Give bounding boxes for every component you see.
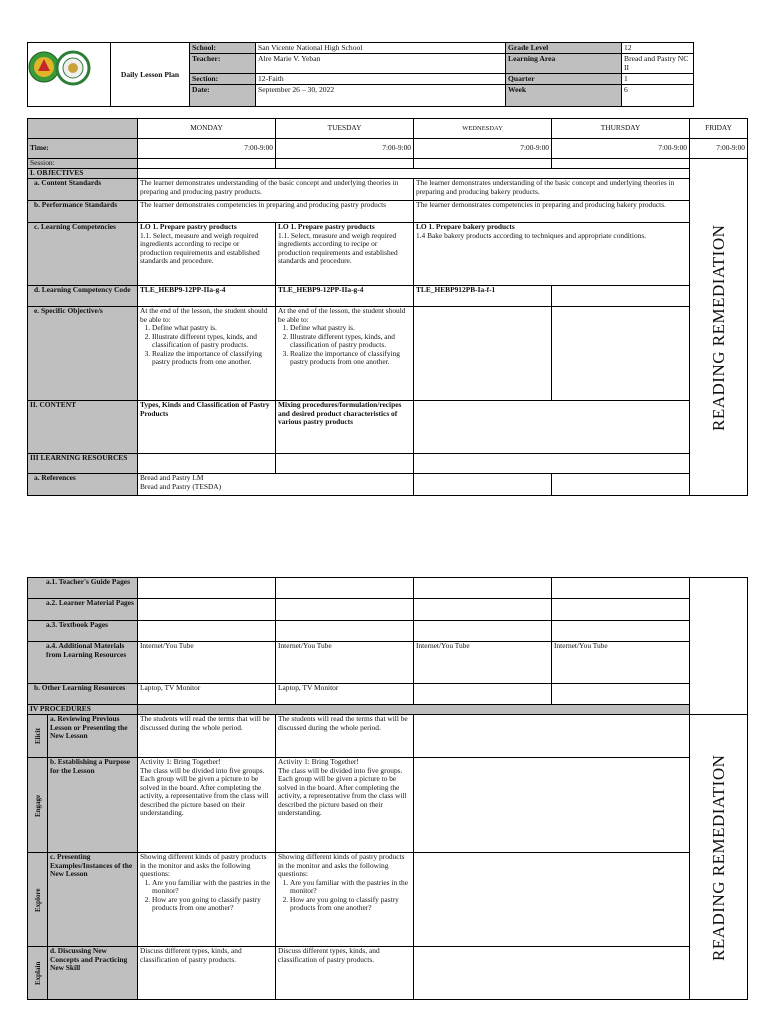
code-monday: TLE_HEBP9-12PP-IIa-g-4	[138, 286, 276, 307]
time-tuesday: 7:00-9:00	[276, 139, 414, 159]
objectives-list	[140, 324, 273, 367]
time-monday: 7:00-9:00	[138, 139, 276, 159]
code-wednesday: TLE_HEBP912PB-Ia-f-1	[414, 286, 552, 307]
corner-cell	[28, 119, 138, 139]
presenting-tuesday	[276, 853, 414, 947]
competency-title: LO 1. Prepare pastry products	[140, 222, 237, 231]
lesson-table-2	[27, 577, 748, 1000]
phase-elicit: Elicit	[28, 715, 48, 758]
school-value: San Vicente National High School	[256, 43, 506, 54]
reviewing-label: a. Reviewing Previous Lesson or Presenting the New Lesson	[48, 715, 138, 758]
week-label: Week	[506, 84, 622, 106]
question-list	[278, 879, 411, 913]
references-label: a. References	[28, 474, 138, 496]
time-friday: 7:00-9:00	[690, 139, 748, 159]
performance-standards-mon-tue: The learner demonstrates competencies in preparing and producing pastry products	[138, 201, 414, 223]
objectives-intro: At the end of the lesson, the student should be able to:	[278, 306, 406, 324]
performance-standards-wed-thu: The learner demonstrates competencies in preparing and producing bakery products.	[414, 201, 690, 223]
question-list	[140, 879, 273, 913]
day-tuesday: TUESDAY	[276, 119, 414, 139]
establishing-label: b. Establishing a Purpose for the Lesson	[48, 758, 138, 853]
grade-value: 12	[622, 43, 694, 54]
content-standards-wed-thu: The learner demonstrates understanding of the basic concept and underlying theories in preparing and producing bakery products.	[414, 179, 690, 201]
remediation-label-2: READING REMEDIATION	[690, 715, 748, 1000]
session-label: Session:	[28, 159, 138, 169]
activity-title: Activity 1: Bring Together!	[278, 757, 359, 766]
code-label: d. Learning Competency Code	[28, 286, 138, 307]
competency-body: 1.4 Bake bakery products according to techniques and appropriate conditions.	[416, 230, 647, 240]
presenting-monday	[138, 853, 276, 947]
objective-item: 1. Define what pastry is.	[152, 324, 273, 333]
activity-body: The class will be divided into five groups. Each group will be given a picture to be solved in the board. After completing the activity, a representative from the class will described the picture based on their understanding.	[278, 765, 407, 818]
additional-tuesday: Internet/You Tube	[276, 642, 414, 684]
additional-thursday: Internet/You Tube	[552, 642, 690, 684]
objective-item: 2. Illustrate different types, kinds, and classification of pastry products.	[290, 333, 411, 350]
time-wednesday: 7:00-9:00	[414, 139, 552, 159]
area-value: Bread and Pastry NC II	[622, 54, 694, 74]
procedures-heading: IV PROCEDURES	[28, 705, 138, 715]
content-standards-label: a. Content Standards	[28, 179, 138, 201]
reviewing-tuesday: The students will read the terms that will be discussed during the whole period.	[276, 715, 414, 758]
day-friday: FRIDAY	[690, 119, 748, 139]
specific-objectives-tuesday	[276, 307, 414, 401]
content-heading: II. CONTENT	[28, 401, 138, 454]
discussing-label: d. Discussing New Concepts and Practicing New Skill	[48, 947, 138, 1000]
competencies-wed-thu	[414, 223, 690, 286]
question-item: 2. How are you going to classify pastry products from one another?	[290, 896, 411, 913]
header-table	[27, 42, 694, 107]
question-item: 1. Are you familiar with the pastries in the monitor?	[152, 879, 273, 896]
establishing-monday	[138, 758, 276, 853]
objective-item: 3. Realize the importance of classifying pastry products from one another.	[152, 350, 273, 367]
time-label: Time:	[28, 139, 138, 159]
school-label: School:	[190, 43, 256, 54]
textbook-label: a.3. Textbook Pages	[28, 621, 138, 642]
references-mon-tue	[138, 474, 414, 496]
learner-material-label: a.2. Learner Material Pages	[28, 599, 138, 621]
question-item: 1. Are you familiar with the pastries in the monitor?	[290, 879, 411, 896]
performance-standards-label: b. Performance Standards	[28, 201, 138, 223]
area-label: Learning Area	[506, 54, 622, 74]
specific-objectives-monday	[138, 307, 276, 401]
day-wednesday: WEDNESDAY	[414, 119, 552, 139]
competency-title: LO 1. Prepare bakery products	[416, 222, 515, 231]
week-value: 6	[622, 84, 694, 106]
date-value: September 26 – 30, 2022	[256, 84, 506, 106]
day-thursday: THURSDAY	[552, 119, 690, 139]
date-label: Date:	[190, 84, 256, 106]
activity-title: Activity 1: Bring Together!	[140, 757, 221, 766]
grade-label: Grade Level	[506, 43, 622, 54]
objective-item: 2. Illustrate different types, kinds, and classification of pastry products.	[152, 333, 273, 350]
time-thursday: 7:00-9:00	[552, 139, 690, 159]
lesson-table-1	[27, 118, 748, 496]
quarter-value: 1	[622, 73, 694, 84]
competency-body: 1.1. Select, measure and weigh required ingredients according to recipe or production requirements and established standards and procedure.	[278, 230, 398, 266]
presenting-label: c. Presenting Examples/Instances of the New Lesson	[48, 853, 138, 947]
section-label: Section:	[190, 73, 256, 84]
other-tuesday: Laptop, TV Monitor	[276, 684, 414, 705]
phase-explain: Explain	[28, 947, 48, 1000]
discussing-tuesday: Discuss different types, kinds, and classification of pastry products.	[276, 947, 414, 1000]
logo-area	[28, 43, 111, 107]
quarter-label: Quarter	[506, 73, 622, 84]
deped-seal-icon	[29, 52, 59, 82]
reference-item: Bread and Pastry LM	[140, 473, 204, 482]
remediation-label-1: READING REMEDIATION	[690, 159, 748, 496]
competencies-monday	[138, 223, 276, 286]
additional-materials-label: a.4. Additional Materials from Learning Resources	[28, 642, 138, 684]
other-resources-label: b. Other Learning Resources	[28, 684, 138, 705]
competency-title: LO 1. Prepare pastry products	[278, 222, 375, 231]
teacher-guide-label: a.1. Teacher's Guide Pages	[28, 578, 138, 599]
teacher-value: Alre Marie V. Yeban	[256, 54, 506, 74]
objective-item: 3. Realize the importance of classifying pastry products from one another.	[290, 350, 411, 367]
presenting-intro: Showing different kinds of pastry products in the monitor and asks the following questions:	[140, 852, 267, 879]
specific-objectives-label: e. Specific Objective/s	[28, 307, 138, 401]
school-seal-icon	[57, 52, 89, 84]
question-item: 2. How are you going to classify pastry products from one another?	[152, 896, 273, 913]
competencies-label: c. Learning Competencies	[28, 223, 138, 286]
objectives-intro: At the end of the lesson, the student should be able to:	[140, 306, 268, 324]
discussing-monday: Discuss different types, kinds, and classification of pastry products.	[138, 947, 276, 1000]
learning-resources-heading: III LEARNING RESOURCES	[28, 454, 138, 474]
phase-engage: Engage	[28, 758, 48, 853]
section-value: 12-Faith	[256, 73, 506, 84]
plan-title: Daily Lesson Plan	[111, 43, 190, 107]
phase-explore: Explore	[28, 853, 48, 947]
establishing-tuesday	[276, 758, 414, 853]
competencies-tuesday	[276, 223, 414, 286]
content-monday: Types, Kinds and Classification of Pastry Products	[138, 401, 276, 454]
other-monday: Laptop, TV Monitor	[138, 684, 276, 705]
additional-wednesday: Internet/You Tube	[414, 642, 552, 684]
day-monday: MONDAY	[138, 119, 276, 139]
code-tuesday: TLE_HEBP9-12PP-IIa-g-4	[276, 286, 414, 307]
content-standards-mon-tue: The learner demonstrates understanding of the basic concept and underlying theories in preparing and producing pastry products.	[138, 179, 414, 201]
reviewing-monday: The students will read the terms that will be discussed during the whole period.	[138, 715, 276, 758]
school-logos	[28, 43, 108, 95]
objectives-list	[278, 324, 411, 367]
content-tuesday: Mixing procedures/formulation/recipes and desired product characteristics of various pastry products	[276, 401, 414, 454]
reference-item: Bread and Pastry (TESDA)	[140, 481, 222, 491]
additional-monday: Internet/You Tube	[138, 642, 276, 684]
objective-item: 1. Define what pastry is.	[290, 324, 411, 333]
presenting-intro: Showing different kinds of pastry products in the monitor and asks the following questions:	[278, 852, 405, 879]
activity-body: The class will be divided into five groups. Each group will be given a picture to be solved in the board. After completing the activity, a representative from the class will described the picture based on their understanding.	[140, 765, 269, 818]
teacher-label: Teacher:	[190, 54, 256, 74]
competency-body: 1.1. Select, measure and weigh required ingredients according to recipe or production requirements and established standards and procedure.	[140, 230, 260, 266]
objectives-heading: I. OBJECTIVES	[28, 169, 138, 179]
